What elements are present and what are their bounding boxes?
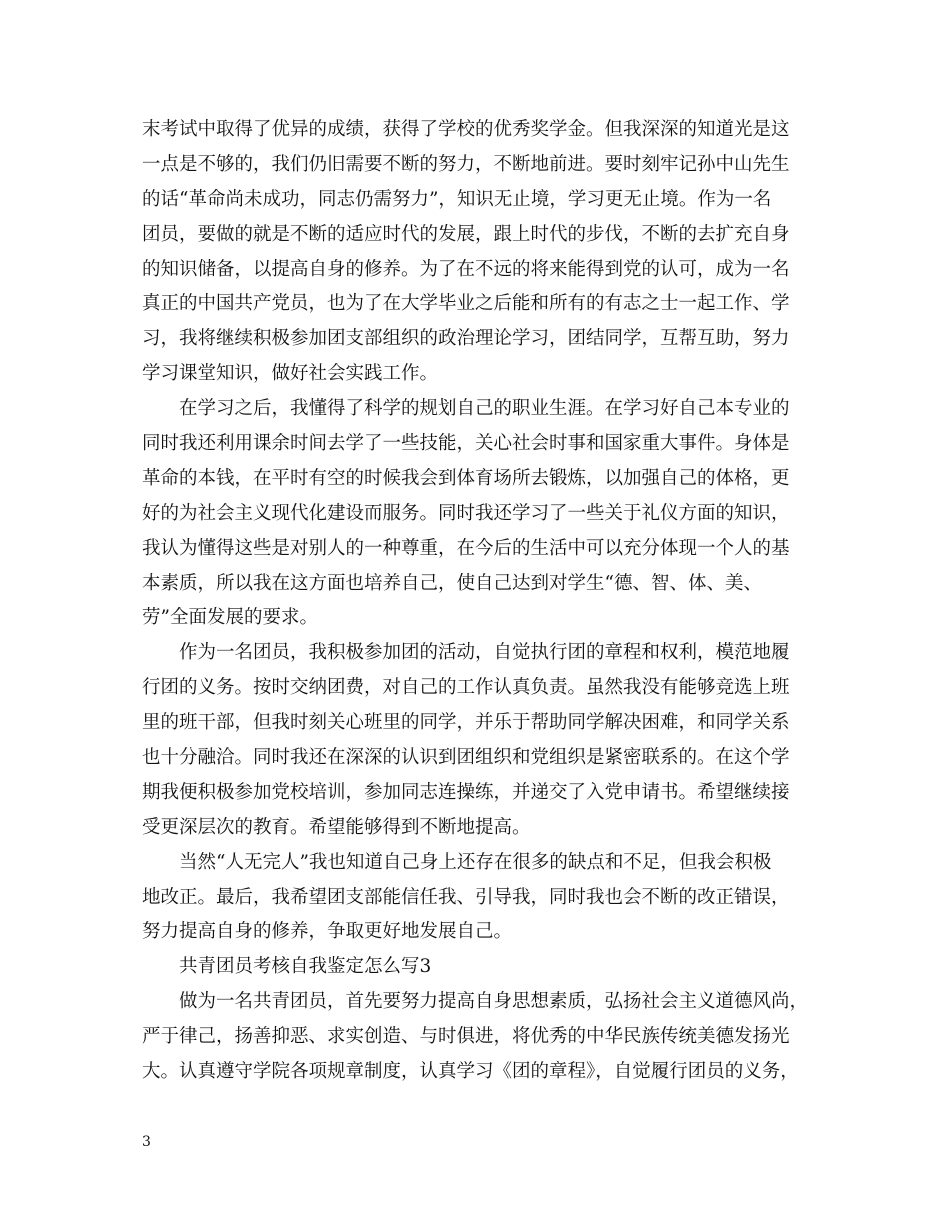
- text-line: 受更深层次的教育。希望能够得到不断地提高。: [142, 816, 531, 838]
- text-line: 革命的本钱，在平时有空的时候我会到体育场所去锻炼，以加强自己的体格，更: [142, 467, 790, 489]
- text-line: 好的为社会主义现代化建设而服务。同时我还学习了一些关于礼仪方面的知识，: [142, 502, 790, 524]
- text-line: 末考试中取得了优异的成绩，获得了学校的优秀奖学金。但我深深的知道光是这: [142, 119, 790, 140]
- text-line: 严于律己，扬善抑恶、求实创造、与时俱进，将优秀的中华民族传统美德发扬光: [142, 1026, 790, 1048]
- document-body: [142, 113, 822, 1090]
- text-line: 本素质，所以我在这方面也培养自己，使自己达到对学生“德、智、体、美、: [142, 572, 762, 594]
- text-line: 大。认真遵守学院各项规章制度，认真学习《团的章程》，自觉履行团员的义务，: [142, 1061, 799, 1083]
- text-line: 也十分融洽。同时我还在深深的认识到团组织和党组织是紧密联系的。在这个学: [142, 747, 790, 769]
- text-line: 努力提高自身的修养，争取更好地发展自己。: [142, 921, 513, 943]
- text-line: 我认为懂得这些是对别人的一种尊重，在今后的生活中可以充分体现一个人的基: [142, 537, 790, 559]
- paragraph-first-line: 共青团员考核自我鉴定怎么写3: [179, 956, 432, 978]
- text-line: 的话“革命尚未成功，同志仍需努力”，知识无止境，学习更无止境。作为一名: [142, 188, 772, 210]
- paragraph-first-line: 当然“人无完人”我也知道自己身上还存在很多的缺点和不足，但我会积极: [179, 851, 772, 873]
- paragraph-first-line: 在学习之后，我懂得了科学的规划自己的职业生涯。在学习好自己本专业的: [179, 398, 790, 420]
- text-line: 劳”全面发展的要求。: [142, 607, 318, 629]
- text-line: 行团的义务。按时交纳团费，对自己的工作认真负责。虽然我没有能够竞选上班: [142, 677, 790, 699]
- paragraph-first-line: 做为一名共青团员，首先要努力提高自身思想素质，弘扬社会主义道德风尚，: [179, 991, 809, 1013]
- text-line: 学习课堂知识，做好社会实践工作。: [142, 363, 439, 385]
- text-line: 同时我还利用课余时间去学了一些技能，关心社会时事和国家重大事件。身体是: [142, 433, 790, 455]
- text-line: 习，我将继续积极参加团支部组织的政治理论学习，团结同学，互帮互助，努力: [142, 328, 790, 350]
- paragraph-first-line: 作为一名团员，我积极参加团的活动，自觉执行团的章程和权利，模范地履: [179, 642, 790, 664]
- text-line: 的知识储备，以提高自身的修养。为了在不远的将来能得到党的认可，成为一名: [142, 258, 790, 280]
- text-line: 一点是不够的，我们仍旧需要不断的努力，不断地前进。要时刻牢记孙中山先生: [142, 153, 790, 175]
- page-number: 3: [142, 1134, 151, 1150]
- text-line: 真正的中国共产党员，也为了在大学毕业之后能和所有的有志之士一起工作、学: [142, 293, 790, 315]
- text-line: 地改正。最后，我希望团支部能信任我、引导我，同时我也会不断的改正错误，: [142, 886, 790, 908]
- text-line: 团员，要做的就是不断的适应时代的发展，跟上时代的步伐，不断的去扩充自身: [142, 223, 790, 245]
- text-line: 期我便积极参加党校培训，参加同志连操练，并递交了入党申请书。希望继续接: [142, 781, 790, 803]
- text-line: 里的班干部，但我时刻关心班里的同学，并乐于帮助同学解决困难，和同学关系: [142, 712, 790, 734]
